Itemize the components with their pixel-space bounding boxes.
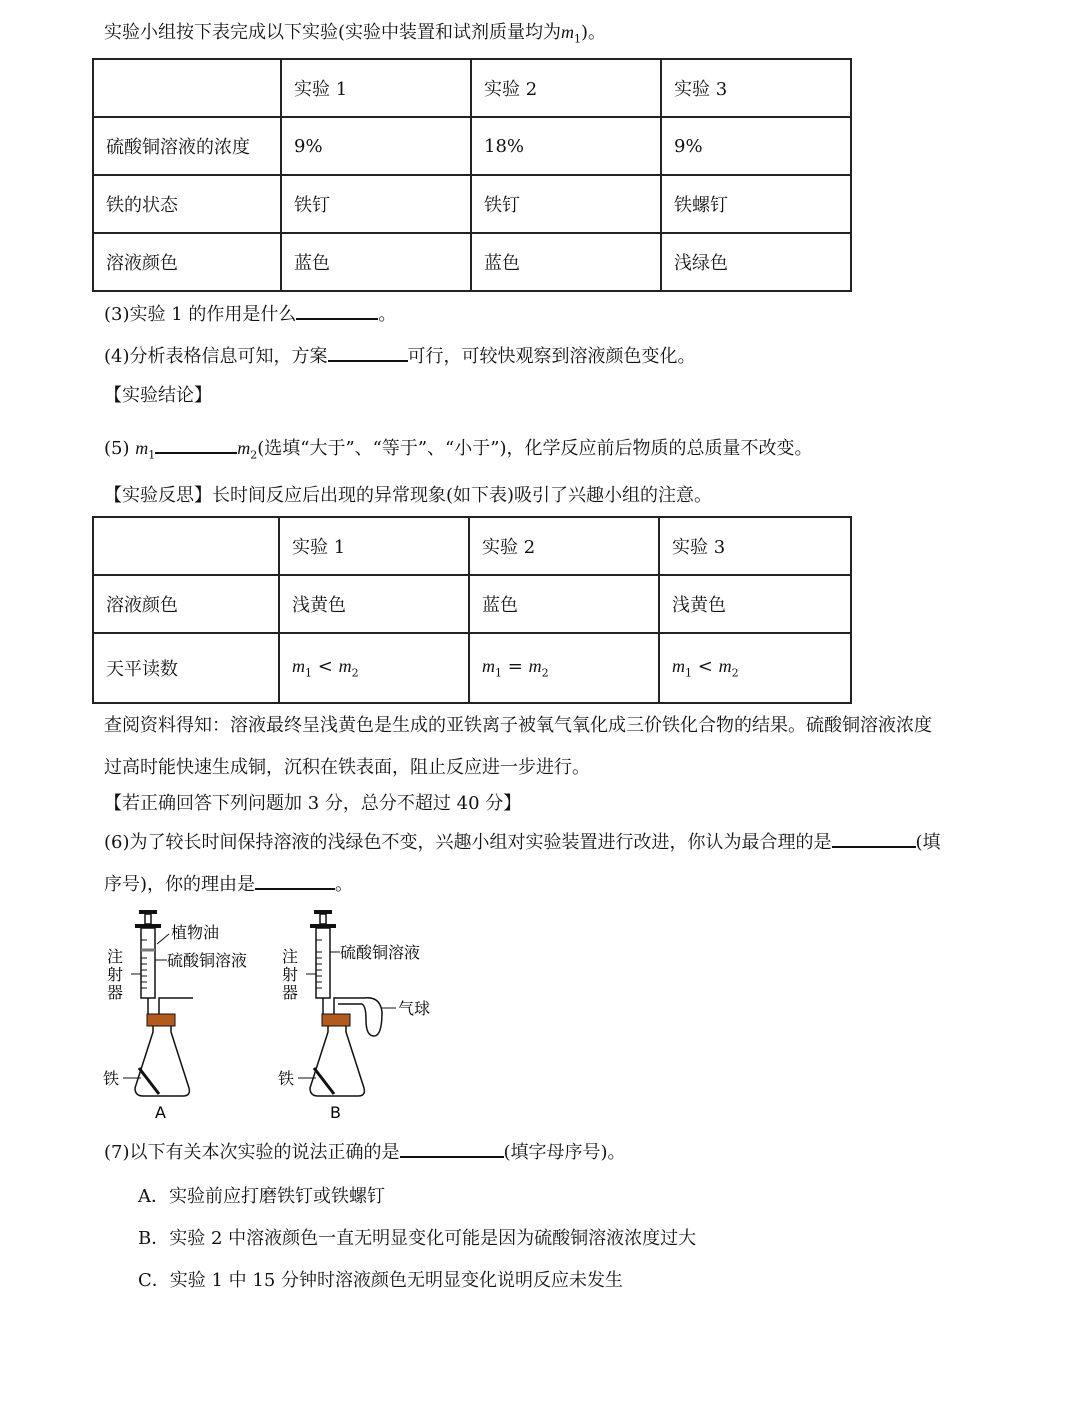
- svg-text:器: 器: [107, 983, 124, 1002]
- intro-text: 实验小组按下表完成以下实验(实验中装置和试剂质量均为$m_1$)。: [104, 22, 607, 46]
- answer-blank-q3[interactable]: [296, 300, 378, 320]
- table-row: 溶液颜色 浅黄色 蓝色 浅黄色: [93, 575, 851, 633]
- svg-text:器: 器: [282, 983, 299, 1002]
- svg-text:注: 注: [282, 947, 299, 966]
- experiment-table-1: [92, 58, 852, 292]
- apparatus-figure: [95, 900, 455, 1130]
- table-header-row: 实验 1 实验 2 实验 3: [93, 59, 851, 117]
- table-row: 溶液颜色 蓝色 蓝色 浅绿色: [93, 233, 851, 291]
- answer-blank-q6-choice[interactable]: [832, 828, 916, 848]
- question-4: (4)分析表格信息可知，方案 可行，可较快观察到溶液颜色变化。: [104, 342, 696, 369]
- svg-text:气球: 气球: [398, 999, 431, 1018]
- question-6-line-1: (6)为了较长时间保持溶液的浅绿色不变，兴趣小组对实验装置进行改进，你认为最合理的是 (填: [104, 828, 941, 855]
- svg-text:射: 射: [282, 965, 299, 984]
- svg-text:铁: 铁: [278, 1069, 295, 1088]
- svg-text:A: A: [155, 1103, 166, 1122]
- svg-text:硫酸铜溶液: 硫酸铜溶液: [340, 943, 421, 962]
- question-7: (7)以下有关本次实验的说法正确的是 (填字母序号)。: [104, 1138, 626, 1165]
- reflection-text: 【实验反思】长时间反应后出现的异常现象(如下表)吸引了兴趣小组的注意。: [104, 485, 713, 506]
- svg-text:硫酸铜溶液: 硫酸铜溶液: [167, 951, 248, 970]
- apparatus-b: [278, 910, 430, 1122]
- answer-blank-q7[interactable]: [400, 1138, 504, 1158]
- answer-blank-q5[interactable]: [155, 434, 237, 454]
- conclusion-heading: 【实验结论】: [104, 385, 212, 406]
- answer-blank-q4[interactable]: [328, 342, 408, 362]
- question-3: (3)实验 1 的作用是什么 。: [104, 300, 396, 327]
- option-c: C．实验 1 中 15 分钟时溶液颜色无明显变化说明反应未发生: [138, 1270, 624, 1291]
- svg-text:植物油: 植物油: [171, 923, 220, 942]
- info-line-2: 过高时能快速生成铜，沉积在铁表面，阻止反应进一步进行。: [104, 757, 590, 778]
- question-6-line-2: 序号)，你的理由是 。: [104, 870, 353, 897]
- svg-text:铁: 铁: [103, 1069, 120, 1088]
- svg-text:B: B: [330, 1103, 341, 1122]
- question-5: (5) $m_1$ $m_2$(选填“大于”、“等于”、“小于”)，化学反应前后物质的总质量不改变。: [104, 434, 812, 468]
- table-header-row: 实验 1 实验 2 实验 3: [93, 517, 851, 575]
- table-row: 铁的状态 铁钉 铁钉 铁螺钉: [93, 175, 851, 233]
- answer-blank-q6-reason[interactable]: [255, 870, 335, 890]
- option-b: B．实验 2 中溶液颜色一直无明显变化可能是因为硫酸铜溶液浓度过大: [138, 1228, 697, 1249]
- apparatus-a: [103, 910, 247, 1122]
- svg-text:射: 射: [107, 965, 124, 984]
- option-a: A．实验前应打磨铁钉或铁螺钉: [138, 1186, 385, 1207]
- svg-text:注: 注: [107, 947, 124, 966]
- table-row: 天平读数 $m_1 < m_2$ $m_1 = m_2$ $m_1 < m_2$: [93, 633, 851, 703]
- info-line-1: 查阅资料得知：溶液最终呈浅黄色是生成的亚铁离子被氧气氧化成三价铁化合物的结果。硫酸铜溶液浓度: [104, 715, 932, 736]
- experiment-table-2: [92, 516, 852, 704]
- bonus-heading: 【若正确回答下列问题加 3 分，总分不超过 40 分】: [104, 793, 522, 814]
- table-row: 硫酸铜溶液的浓度 9% 18% 9%: [93, 117, 851, 175]
